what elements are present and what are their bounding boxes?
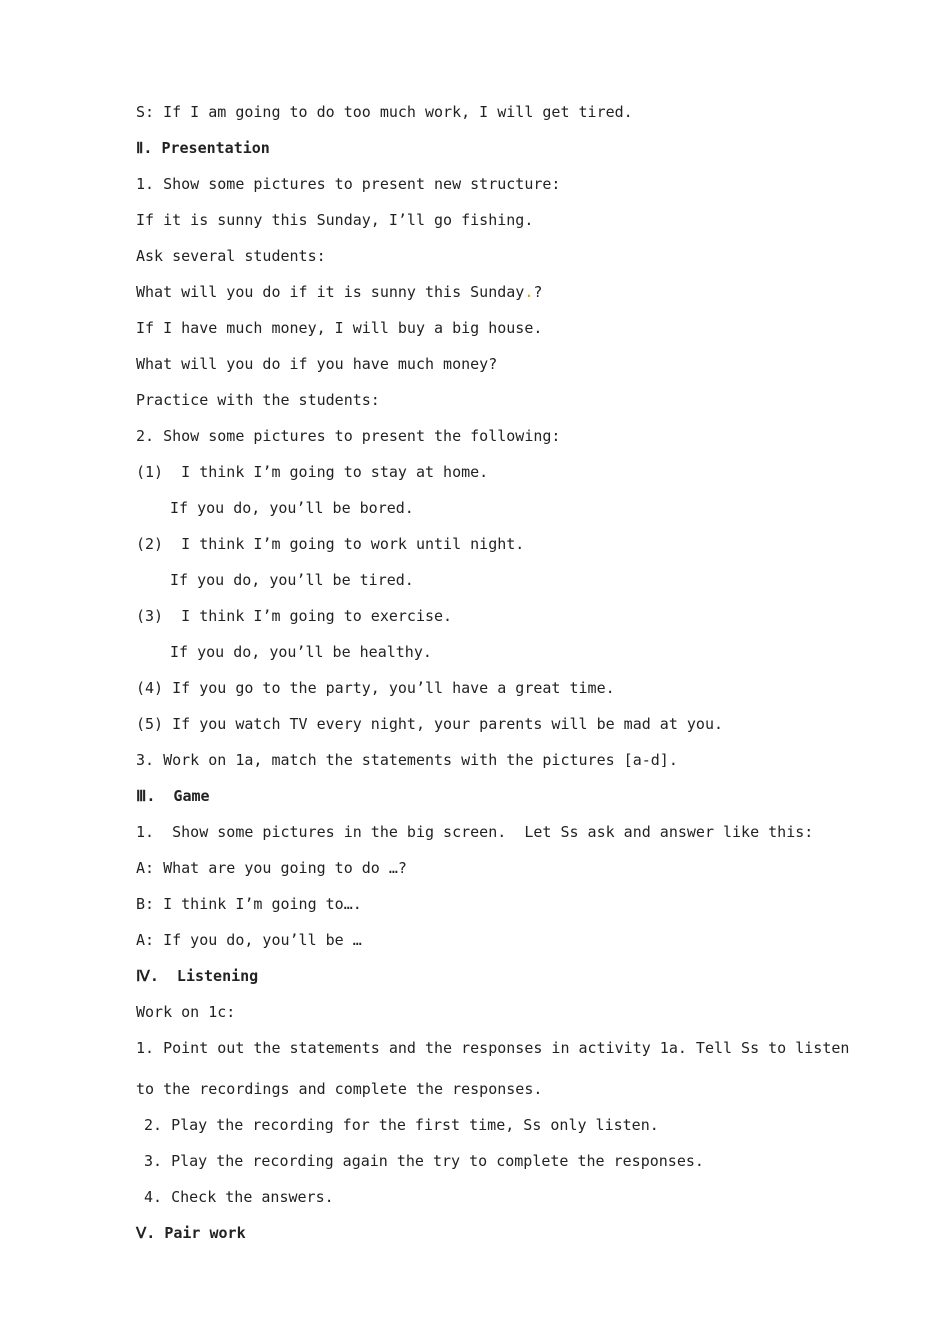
step-2: 2. Play the recording for the first time, Ss only listen. <box>144 1116 659 1134</box>
step-1: 1. Show some pictures in the big screen. Let Ss ask and answer like this: <box>136 823 814 841</box>
question-text: What will you do if it is sunny this Sunday <box>136 283 525 301</box>
instruction-line: Work on 1c: <box>136 1003 236 1021</box>
dialogue-line: B: I think I’m going to…. <box>136 895 362 913</box>
section-heading-pair-work: Ⅴ. Pair work <box>136 1224 246 1242</box>
response-line: If you do, you’ll be bored. <box>170 499 414 517</box>
numbered-item-5: (5) If you watch TV every night, your parents will be mad at you. <box>136 715 723 733</box>
dialogue-line: S: If I am going to do too much work, I will get tired. <box>136 103 633 121</box>
step-2: 2. Show some pictures to present the following: <box>136 427 561 445</box>
section-heading-listening: Ⅳ. Listening <box>136 967 259 985</box>
step-3: 3. Play the recording again the try to complete the responses. <box>144 1152 704 1170</box>
section-heading-game: Ⅲ. Game <box>136 787 210 805</box>
response-line: If you do, you’ll be healthy. <box>170 643 432 661</box>
step-1: 1. Point out the statements and the responses in activity 1a. Tell Ss to listen <box>136 1039 850 1057</box>
step-4: 4. Check the answers. <box>144 1188 334 1206</box>
numbered-item-2: (2) I think I’m going to work until night. <box>136 535 525 553</box>
example-sentence: If I have much money, I will buy a big house. <box>136 319 543 337</box>
instruction-line: Practice with the students: <box>136 391 380 409</box>
dialogue-line: A: What are you going to do …? <box>136 859 407 877</box>
question-line <box>136 282 542 302</box>
numbered-item-1: (1) I think I’m going to stay at home. <box>136 463 489 481</box>
numbered-item-3: (3) I think I’m going to exercise. <box>136 607 453 625</box>
question-mark: ? <box>533 283 543 301</box>
stray-mark: . <box>524 283 534 301</box>
step-3: 3. Work on 1a, match the statements with the pictures [a-d]. <box>136 751 678 769</box>
dialogue-line: A: If you do, you’ll be … <box>136 931 362 949</box>
example-sentence: If it is sunny this Sunday, I’ll go fishing. <box>136 211 534 229</box>
step-1: 1. Show some pictures to present new structure: <box>136 175 561 193</box>
response-line: If you do, you’ll be tired. <box>170 571 414 589</box>
step-1-continued: to the recordings and complete the responses. <box>136 1080 543 1098</box>
question-line: What will you do if you have much money? <box>136 355 498 373</box>
numbered-item-4: (4) If you go to the party, you’ll have a great time. <box>136 679 615 697</box>
instruction-line: Ask several students: <box>136 247 326 265</box>
section-heading-presentation: Ⅱ. Presentation <box>136 139 270 157</box>
